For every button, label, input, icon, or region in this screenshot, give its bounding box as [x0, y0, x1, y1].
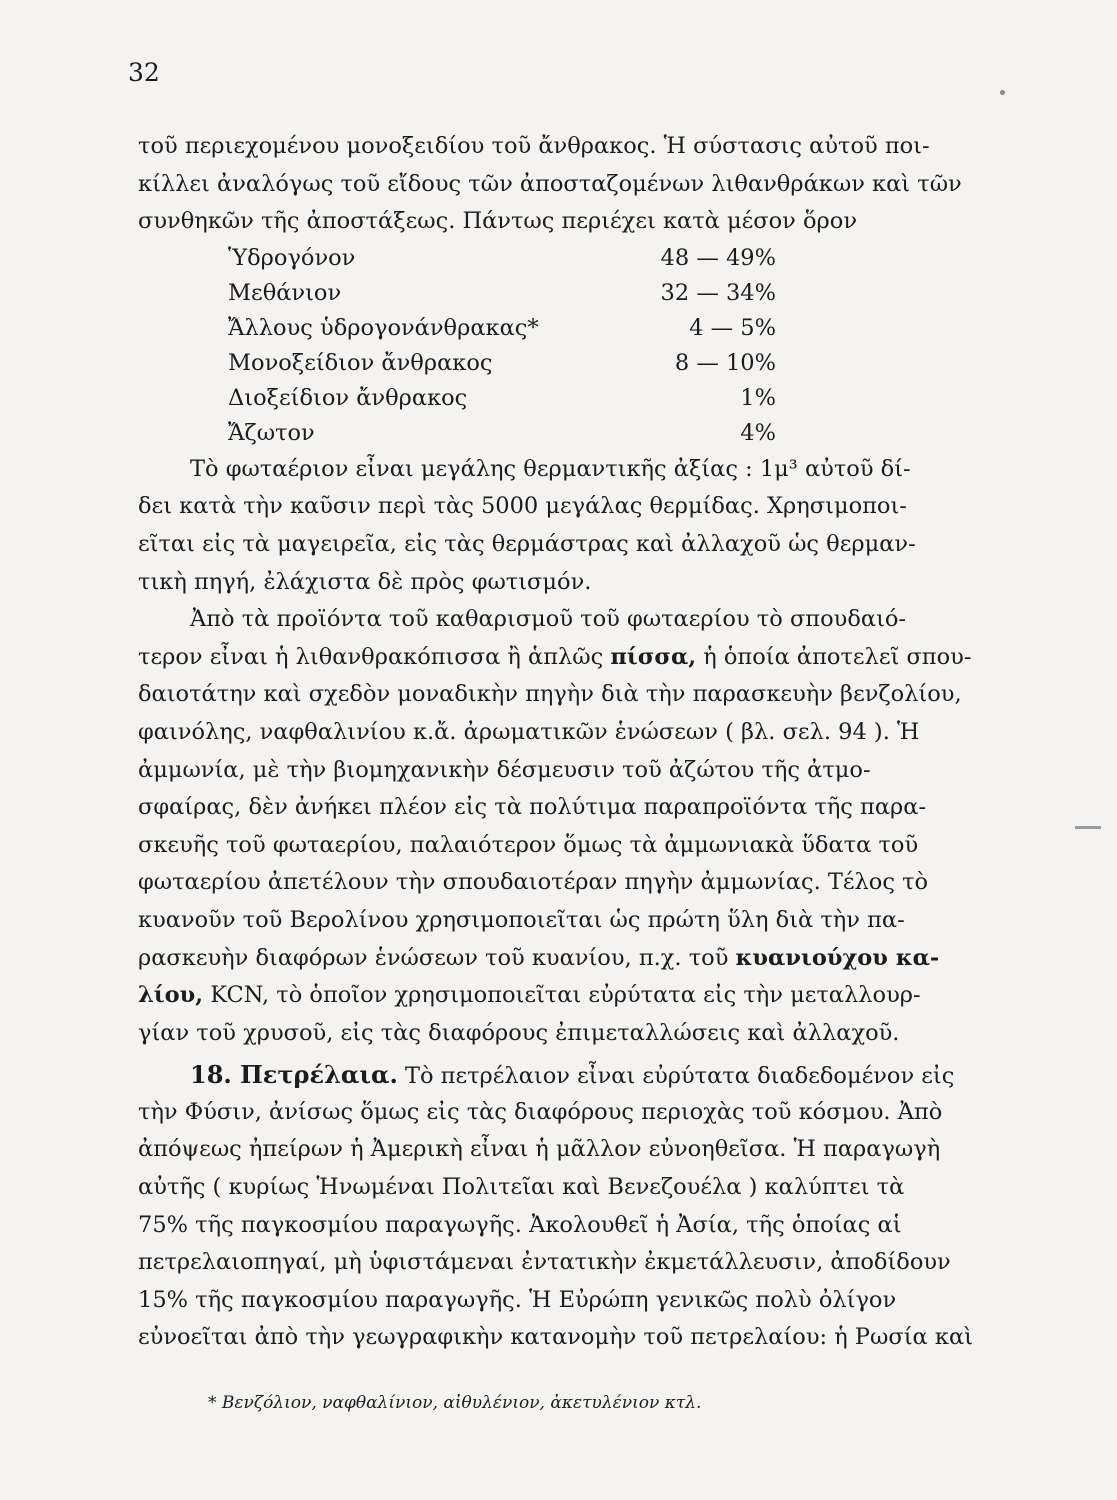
text-line: [138, 977, 1014, 1015]
text-line: [138, 1319, 1014, 1357]
text-line: [138, 1169, 1014, 1207]
component-value: 1%: [740, 384, 776, 411]
text-line-content: κυανοῦν τοῦ Βερολίνου χρησιμοποιεῖται ὡς πρώτη ὕλη διὰ τὴν πα-: [138, 906, 905, 933]
page-body: [138, 128, 1014, 1357]
component-name: Μεθάνιον: [228, 279, 342, 306]
text-line-content: αὐτῆς ( κυρίως Ἡνωμέναι Πολιτεῖαι καὶ Βενεζουέλα ) καλύπτει τὰ: [138, 1174, 905, 1201]
component-value: 4 — 5%: [689, 314, 776, 341]
component-name: Μονοξείδιον ἄνθρακος: [228, 349, 493, 376]
composition-row: [138, 416, 1014, 451]
text-line: [138, 676, 1014, 714]
section-heading-line: [138, 1056, 1014, 1094]
speck-mark: [1000, 90, 1005, 95]
text-line: [138, 526, 1014, 564]
text-line-content: πετρελαιοπηγαί, μὴ ὑφιστάμεναι ἐντατικὴν ἐκμετάλλευσιν, ἀποδίδουν: [138, 1249, 951, 1276]
text-line: [138, 451, 1014, 489]
text-line-content: τὴν Φύσιν, ἀνίσως ὅμως εἰς τὰς διαφόρους περιοχὰς τοῦ κόσμου. Ἀπὸ: [138, 1098, 943, 1125]
footnote: [208, 1393, 701, 1413]
text-line-content: κίλλει ἀναλόγως τοῦ εἴδους τῶν ἀποσταζομένων λιθανθράκων καὶ τῶν: [138, 170, 962, 197]
component-name: Ἄλλους ὑδρογονάνθρακας*: [228, 314, 539, 341]
text-line-content: τερον εἶναι ἡ λιθανθρακόπισσα ἢ ἁπλῶς: [138, 643, 604, 670]
text-line-content: Ἀπὸ τὰ προϊόντα τοῦ καθαρισμοῦ τοῦ φωταερίου τὸ σπουδαιό-: [190, 606, 907, 633]
composition-row: [138, 381, 1014, 416]
text-line: [138, 639, 1014, 677]
text-line-content: Τὸ πετρέλαιον εἶναι εὐρύτατα διαδεδομένον εἰς: [404, 1063, 955, 1090]
text-line: [138, 902, 1014, 940]
text-line-content: εὐνοεῖται ἀπὸ τὴν γεωγραφικὴν κατανομὴν τοῦ πετρελαίου: ἡ Ρωσία καὶ: [138, 1324, 973, 1351]
text-line: [138, 203, 1014, 241]
composition-table: [138, 241, 1014, 451]
text-line-content: τοῦ περιεχομένου μονοξειδίου τοῦ ἄνθρακος. Ἡ σύστασις αὐτοῦ ποι-: [138, 133, 930, 159]
text-line-content: τικὴ πηγή, ἐλάχιστα δὲ πρὸς φωτισμόν.: [138, 568, 592, 595]
text-line-content: Τὸ φωταέριον εἶναι μεγάλης θερμαντικῆς ἀξίας : 1μ³ αὐτοῦ δί-: [190, 455, 911, 482]
text-line: [138, 128, 1014, 166]
component-name: Διοξείδιον ἄνθρακος: [228, 384, 468, 411]
text-line-content: 75% τῆς παγκοσμίου παραγωγῆς. Ἀκολουθεῖ ἡ Ἀσία, τῆς ὁποίας αἱ: [138, 1211, 902, 1238]
text-line-content: φαινόλης, ναφθαλινίου κ.ἄ. ἀρωματικῶν ἑνώσεων ( βλ. σελ. 94 ). Ἡ: [138, 718, 920, 745]
composition-row: [138, 241, 1014, 276]
text-line: [138, 827, 1014, 865]
component-value: 8 — 10%: [674, 349, 776, 376]
text-line-content: ἀμμωνία, μὲ τὴν βιομηχανικὴν δέσμευσιν τοῦ ἀζώτου τῆς ἀτμο-: [138, 756, 871, 783]
text-line: [138, 1131, 1014, 1169]
text-line: [138, 714, 1014, 752]
text-line-content: ρασκευὴν διαφόρων ἑνώσεων τοῦ κυανίου, π.χ. τοῦ: [138, 944, 729, 971]
section-heading: 18. Πετρέλαια.: [190, 1060, 398, 1090]
text-line: [138, 166, 1014, 204]
composition-row: [138, 276, 1014, 311]
text-line: [138, 1015, 1014, 1053]
text-line-content: σφαίρας, δὲν ἀνήκει πλέον εἰς τὰ πολύτιμα παραπροϊόντα τῆς παρα-: [138, 794, 927, 821]
margin-dash-mark: [1075, 826, 1101, 829]
text-line-content: ἀπόψεως ἠπείρων ἡ Ἀμερικὴ εἶναι ἡ μᾶλλον εὐνοηθεῖσα. Ἡ παραγωγὴ: [138, 1136, 941, 1163]
text-line: [138, 1282, 1014, 1320]
bold-term-pissa: πίσσα,: [610, 643, 697, 670]
bold-term-kaliou: λίου,: [138, 982, 204, 1009]
text-line: [138, 864, 1014, 902]
composition-row: [138, 311, 1014, 346]
text-line-content: δει κατὰ τὴν καῦσιν περὶ τὰς 5000 μεγάλας θερμίδας. Χρησιμοποι-: [138, 493, 907, 520]
text-line: [138, 752, 1014, 790]
text-line: [138, 789, 1014, 827]
text-line: [138, 1244, 1014, 1282]
component-name: Ὑδρογόνον: [228, 244, 356, 271]
text-line-content: γίαν τοῦ χρυσοῦ, εἰς τὰς διαφόρους ἐπιμεταλλώσεις καὶ ἀλλαχοῦ.: [138, 1019, 900, 1046]
composition-row: [138, 346, 1014, 381]
component-name: Ἄζωτον: [228, 419, 315, 446]
text-line: [138, 1094, 1014, 1132]
component-value: 48 — 49%: [660, 244, 776, 271]
page-number: 32: [128, 58, 160, 87]
text-line: [138, 940, 1014, 978]
text-line-content: σκευῆς τοῦ φωταερίου, παλαιότερον ὅμως τὰ ἀμμωνιακὰ ὕδατα τοῦ: [138, 831, 919, 858]
text-line: [138, 601, 1014, 639]
text-line-content: φωταερίου ἀπετέλουν τὴν σπουδαιοτέραν πηγὴν ἀμμωνίας. Τέλος τὸ: [138, 869, 929, 896]
footnote-text: Βενζόλιον, ναφθαλίνιον, αἰθυλένιον, ἀκετυλένιον κτλ.: [221, 1393, 702, 1413]
text-line: [138, 1207, 1014, 1245]
text-line-content: εῖται εἰς τὰ μαγειρεῖα, εἰς τὰς θερμάστρας καὶ ἀλλαχοῦ ὡς θερμαν-: [138, 530, 916, 557]
text-line-content: δαιοτάτην καὶ σχεδὸν μοναδικὴν πηγὴν διὰ τὴν παρασκευὴν βενζολίου,: [138, 681, 962, 708]
footnote-mark: *: [208, 1393, 217, 1413]
bold-term-kyanioychou: κυανιούχου κα-: [735, 944, 940, 971]
text-line-content: ἡ ὁποία ἀποτελεῖ σπου-: [703, 643, 972, 670]
component-value: 4%: [740, 419, 776, 446]
component-value: 32 — 34%: [660, 279, 776, 306]
text-line-content: 15% τῆς παγκοσμίου παραγωγῆς. Ἡ Εὐρώπη γενικῶς πολὺ ὀλίγον: [138, 1286, 897, 1313]
text-line-content: συνθηκῶν τῆς ἀποστάξεως. Πάντως περιέχει κατὰ μέσον ὅρον: [138, 208, 858, 235]
text-line-content: KCN, τὸ ὁποῖον χρησιμοποιεῖται εὐρύτατα εἰς τὴν μεταλλουρ-: [210, 982, 921, 1009]
text-line: [138, 564, 1014, 602]
text-line: [138, 488, 1014, 526]
